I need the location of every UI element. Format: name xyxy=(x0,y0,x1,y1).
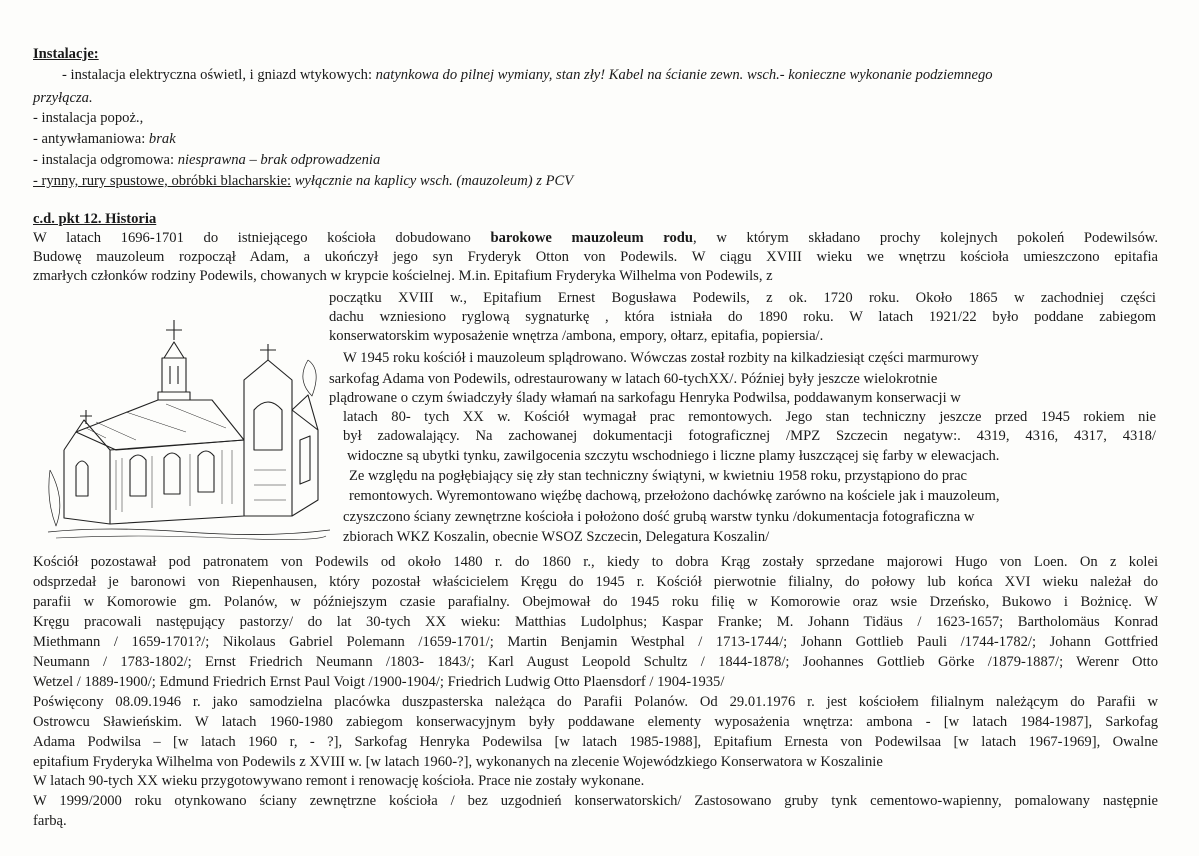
full-line-0: Kościół pozostawał pod patronatem von Podewils od około 1480 r. do 1860 r., kiedy to dobra Krąg zostały sprzedane majorowi Hugo von Loen. On z kolei xyxy=(33,554,1158,570)
church-drawing xyxy=(46,300,331,542)
historia-line-1: Budowę mauzoleum rozpoczął Adam, a ukończył jego syn Fryderyk Otton von Podewils. W ciągu XVIII wieku we wnętrzu kościoła umieszczono epitafia xyxy=(33,249,1158,265)
full-line-3: Kręgu pracowali następujący pastorzy/ do lat 30-tych XX wieku: Matthias Ludolphus; Kaspar Franke; M. Johann Tidäus / 1623-1657; Bartholomäus Konrad xyxy=(33,614,1158,630)
full-line-12: W 1999/2000 roku otynkowano ściany zewnętrzne kościoła / bez uzgodnień konserwatorskich/ Zastosowano gruby tynk cementowo-wapienny, pomalowany następnie xyxy=(33,793,1158,809)
full-line-7: Poświęcony 08.09.1946 r. jako samodzielna placówka duszpasterska należąca do Parafii Polanów. Od 29.01.1976 r. jest kościołem filialnym należącym do Parafii w xyxy=(33,694,1158,710)
wrap-line-11: czyszczono ściany zewnętrzne kościoła i położono dość grubą warstw tynku /dokumentacja fotograficzna w xyxy=(343,509,975,525)
instalacja-rynny: - rynny, rury spustowe, obróbki blacharskie: wyłącznie na kaplicy wsch. (mauzoleum) z PCV xyxy=(33,173,574,189)
wrap-line-3: W 1945 roku kościół i mauzoleum splądrowano. Wówczas został rozbity na kilkadziesiąt części marmurowy xyxy=(343,350,979,366)
full-line-5: Neumann / 1783-1802/; Ernst Friedrich Neumann /1803- 1843/; Karl August Leopold Schultz / 1844-1878/; Joohannes Gottlieb Görke /1879-1887/; Werenr Otto xyxy=(33,654,1158,670)
instalacje-heading: Instalacje: xyxy=(33,46,99,62)
instalacja-antywlamaniowa: - antywłamaniowa: brak xyxy=(33,131,176,147)
historia-line-2: zmarłych członków rodziny Podewils, chowanych w krypcie kościelnej. M.in. Epitafium Fryderyka Wilhelma von Podewils, z xyxy=(33,268,773,284)
wrap-line-10: remontowych. Wyremontowano więźbę dachową, przełożono dachówkę zarówno na kościele jak i mauzoleum, xyxy=(349,488,1000,504)
historia-line-0: W latach 1696-1701 do istniejącego kościoła dobudowano barokowe mauzoleum rodu, w którym składano prochy kolejnych pokoleń Podewilsów. xyxy=(33,230,1158,246)
full-line-13: farbą. xyxy=(33,813,67,829)
wrap-line-2: konserwatorskim wyposażenie wnętrza /ambona, empory, ołtarz, epitafia, popiersia/. xyxy=(329,328,824,344)
full-line-9: Adama Podwilsa – [w latach 1960 r, - ?], Sarkofag Henryka Podewilsa [w latach 1985-1988], Epitafium Ernesta von Podewilsaa [w latach 1967-1969], Owalne xyxy=(33,734,1158,750)
wrap-line-1: dachu wzniesiono ryglową sygnaturkę , która istniała do 1890 roku. W latach 1921/22 było poddane zabiegom xyxy=(329,309,1156,325)
full-line-8: Ostrowcu Sławieńskim. W latach 1960-1980 zabiegom konserwacyjnym były poddawane elementy wyposażenia wnętrza: ambona - [w latach 1984-1987], Sarkofag xyxy=(33,714,1158,730)
full-line-1: odsprzedał je baronowi von Riepenhausen, który pozostał właścicielem Kręgu do 1945 r. Kościół pierwotnie filialny, do połowy lub końca XVI wieku należał do xyxy=(33,574,1158,590)
full-line-10: epitafium Fryderyka Wilhelma von Podewils z XVIII w. [w latach 1960-?], wykonanych na zlecenie Wojewódzkiego Konserwatora w Koszalinie xyxy=(33,754,883,770)
instalacja-odgromowa: - instalacja odgromowa: niesprawna – brak odprowadzenia xyxy=(33,152,381,168)
wrap-line-0: początku XVIII w., Epitafium Ernest Bogusława Podewils, z ok. 1720 roku. Około 1865 w zachodniej części xyxy=(329,290,1156,306)
historia-heading: c.d. pkt 12. Historia xyxy=(33,211,157,227)
full-line-2: parafii w Komorowie gm. Polanów, w późniejszym czasie parafialny. Obejmował do 1945 roku filię w Komorowie oraz wsie Drzeńsko, Bukowo i Bożnicę. W xyxy=(33,594,1158,610)
full-line-4: Miethmann / 1659-1701?/; Nikolaus Gabriel Polemann /1659-1701/; Martin Benjamin Westphal / 1713-1744/; Johann Gottlieb Pauli /1744-1782/; Johann Gottfried xyxy=(33,634,1158,650)
instalacja-popoz: - instalacja popoż., xyxy=(33,110,144,126)
wrap-line-4: sarkofag Adama von Podewils, odrestaurowany w latach 60-tychXX/. Później były jeszcze wielokrotnie xyxy=(329,371,938,387)
wrap-line-5: plądrowane o czym świadczyły ślady włamań na sarkofagu Henryka Podwilsa, poddawanym konserwacji w xyxy=(329,390,961,406)
wrap-line-7: był zadowalający. Na zachowanej dokumentacji fotograficznej /MPZ Szczecin negatyw:. 4319, 4316, 4317, 4318/ xyxy=(343,428,1156,444)
instalacja-elektryczna-cont: przyłącza. xyxy=(33,90,93,106)
wrap-line-12: zbiorach WKZ Koszalin, obecnie WSOZ Szczecin, Delegatura Koszalin/ xyxy=(343,529,770,545)
instalacja-elektryczna: - instalacja elektryczna oświetl, i gniazd wtykowych: natynkowa do pilnej wymiany, stan zły! Kabel na ścianie zewn. wsch.- konieczne wykonanie podziemnego xyxy=(62,67,993,83)
full-line-11: W latach 90-tych XX wieku przygotowywano remont i renowację kościoła. Prace nie zostały wykonane. xyxy=(33,773,645,789)
full-line-6: Wetzel / 1889-1900/; Edmund Friedrich Ernst Paul Voigt /1900-1904/; Friedrich Ludwig Otto Plaensdorf / 1904-1935/ xyxy=(33,674,725,690)
wrap-line-6: latach 80- tych XX w. Kościół wymagał prac remontowych. Jego stan techniczny jeszcze przed 1945 rokiem nie xyxy=(343,409,1156,425)
wrap-line-8: widoczne są ubytki tynku, zawilgocenia szczytu wschodniego i liczne plamy łuszczącej się farby w elewacjach. xyxy=(347,448,1000,464)
wrap-line-9: Ze względu na pogłębiający się zły stan techniczny świątyni, w kwietniu 1958 roku, przystąpiono do prac xyxy=(349,468,968,484)
